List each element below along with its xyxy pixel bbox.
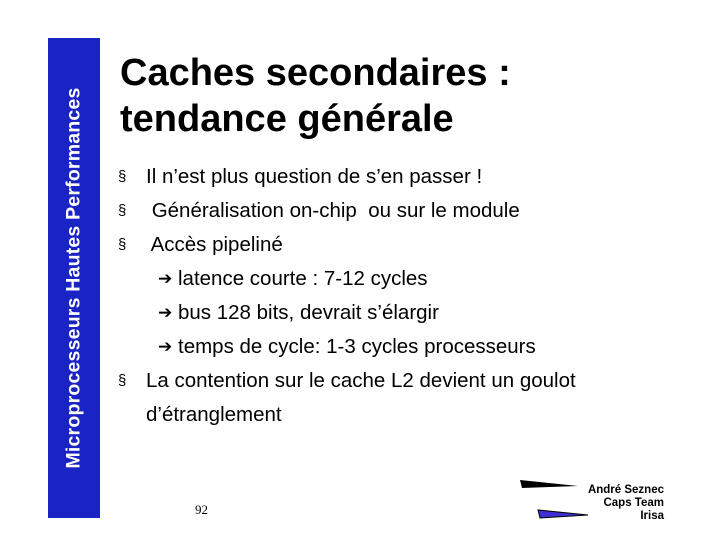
arrow-right-icon: ➔: [158, 269, 173, 288]
page-number: 92: [195, 502, 208, 517]
sidebar-label: Microprocesseurs Hautes Performances: [62, 87, 85, 469]
bullet-text: d’étranglement: [146, 403, 282, 426]
square-bullet-icon: §: [118, 236, 127, 253]
title-line-2: tendance générale: [120, 98, 454, 140]
sub-bullet-text: latence courte : 7-12 cycles: [178, 267, 428, 290]
bullet-text: Accès pipeliné: [146, 233, 283, 256]
author-block: [588, 484, 664, 523]
bullet-item: [118, 194, 576, 228]
bullet-continuation: [118, 398, 576, 432]
square-bullet-icon: §: [118, 168, 127, 185]
bullet-text: Il n’est plus question de s’en passer !: [146, 165, 483, 188]
author-name: André Seznec: [587, 484, 664, 496]
slide-title: [120, 50, 511, 142]
bullet-item: [118, 364, 576, 398]
sub-bullet-item: [118, 296, 576, 330]
bullet-list: [118, 160, 576, 432]
sub-bullet-item: [118, 262, 576, 296]
sub-bullet-text: bus 128 bits, devrait s’élargir: [178, 301, 439, 324]
sub-bullet-text: temps de cycle: 1-3 cycles processeurs: [178, 335, 536, 358]
bullet-text: Généralisation on-chip ou sur le module: [146, 199, 520, 222]
arrow-right-icon: ➔: [158, 303, 173, 322]
author-institute: Irisa: [640, 510, 664, 522]
bullet-item: [118, 160, 576, 194]
bullet-item: [118, 228, 576, 262]
square-bullet-icon: §: [118, 202, 127, 219]
arrow-right-icon: ➔: [158, 337, 173, 356]
square-bullet-icon: §: [118, 372, 127, 389]
title-line-1: Caches secondaires :: [120, 52, 511, 94]
sub-bullet-item: [118, 330, 576, 364]
caps-team-logo-icon: [518, 478, 590, 526]
bullet-text: La contention sur le cache L2 devient un goulot: [146, 369, 576, 392]
author-team: Caps Team: [603, 497, 664, 509]
